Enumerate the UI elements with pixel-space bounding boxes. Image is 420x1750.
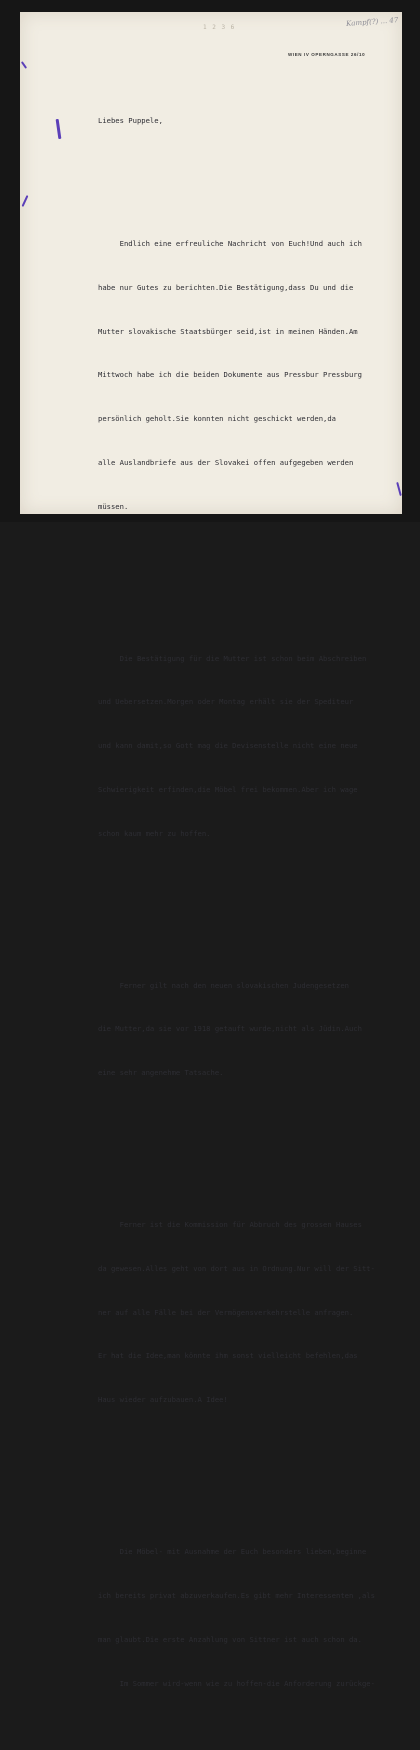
text-line: und Uebersetzen.Morgen oder Montag erhält sie der Spediteur — [98, 697, 354, 707]
text-line: ner auf alle Fälle bei der Vermögensverkehrstelle anfragen. — [98, 1307, 354, 1317]
text-line: die Mutter,da sie vor 1918 getauft wurde,nicht als Jüdin.Auch — [98, 1024, 362, 1034]
text-line: persönlich geholt.Sie konnten nicht geschickt werden,da — [98, 414, 336, 424]
paragraph-3 — [98, 949, 388, 1110]
text-line: habe nur Gutes zu berichten.Die Bestätigung,dass Du und die — [98, 282, 354, 292]
text-line: Mittwoch habe ich die beiden Dokumente aus Pressbur Pressburg — [98, 370, 362, 380]
paragraph-5 — [98, 1516, 388, 1720]
text-line: ich bereits privat abzuverkaufen.Es gibt mehr Interessenten ,als — [98, 1590, 375, 1600]
margin-ink-mark — [56, 119, 62, 139]
margin-ink-mark — [396, 482, 402, 496]
text-line: Ferner ist die Kommission für Abbruch des grossen Hauses — [98, 1220, 362, 1230]
text-line: Die Möbel- mit Ausnahme der Euch besonders lieben,beginne — [98, 1547, 367, 1557]
text-line: müssen. — [98, 501, 129, 511]
text-line: Ferner gilt nach den neuen slovakischen Judengesetzen — [98, 980, 349, 990]
margin-ink-mark — [22, 195, 29, 207]
faint-stamp: 1 2 3 6 — [203, 24, 236, 31]
text-line: alle Auslandbriefe aus der Slovakei offen aufgegeben werden — [98, 457, 354, 467]
text-line: schon kaum mehr zu hoffen. — [98, 828, 211, 838]
text-line: eine sehr angenehme Tatsache. — [98, 1068, 224, 1078]
letterhead-address: WIEN IV OPERNGASSE 26/10 — [288, 52, 366, 57]
letter-page — [20, 12, 402, 1688]
margin-ink-mark — [21, 61, 27, 69]
text-line: Schwierigkeit erfinden,die Möbel frei bekommen.Aber ich wage — [98, 784, 358, 794]
text-line: Endlich eine erfreuliche Nachricht von Euch!Und auch ich — [98, 238, 362, 248]
text-line: Mutter slovakische Staatsbürger seid,ist in meinen Händen.Am — [98, 326, 358, 336]
paragraph-1 — [98, 208, 388, 544]
text-line: Im Sommer wird-wenn wie zu hoffen-die Anforderung zurückge- — [98, 1678, 375, 1688]
text-line: Die Bestätigung für die Mutter ist schon beim Abschreiben — [98, 653, 367, 663]
letter-body — [98, 85, 388, 1750]
pencil-annotation: Kampf(?) ... 47 — [345, 16, 399, 28]
paragraph-2 — [98, 622, 388, 870]
paragraph-4 — [98, 1189, 388, 1437]
text-line: Er hat die Idee,man könnte ihm sonst vielleicht befehlen,das — [98, 1351, 358, 1361]
text-line: da gewesen.Alles geht von dort aus in Ordnung.Nur will der Sitt- — [98, 1263, 375, 1273]
text-line: und kann damit,so Gott mag die Devisenstelle nicht eine neue — [98, 741, 358, 751]
text-line: man glaubt.Die erste Anzahlung von Sittner ist auch schon da. — [98, 1634, 362, 1644]
text-line: Haus wieder aufzubauen.A Idee! — [98, 1395, 228, 1405]
greeting-line: Liebes Puppele, — [98, 116, 163, 126]
